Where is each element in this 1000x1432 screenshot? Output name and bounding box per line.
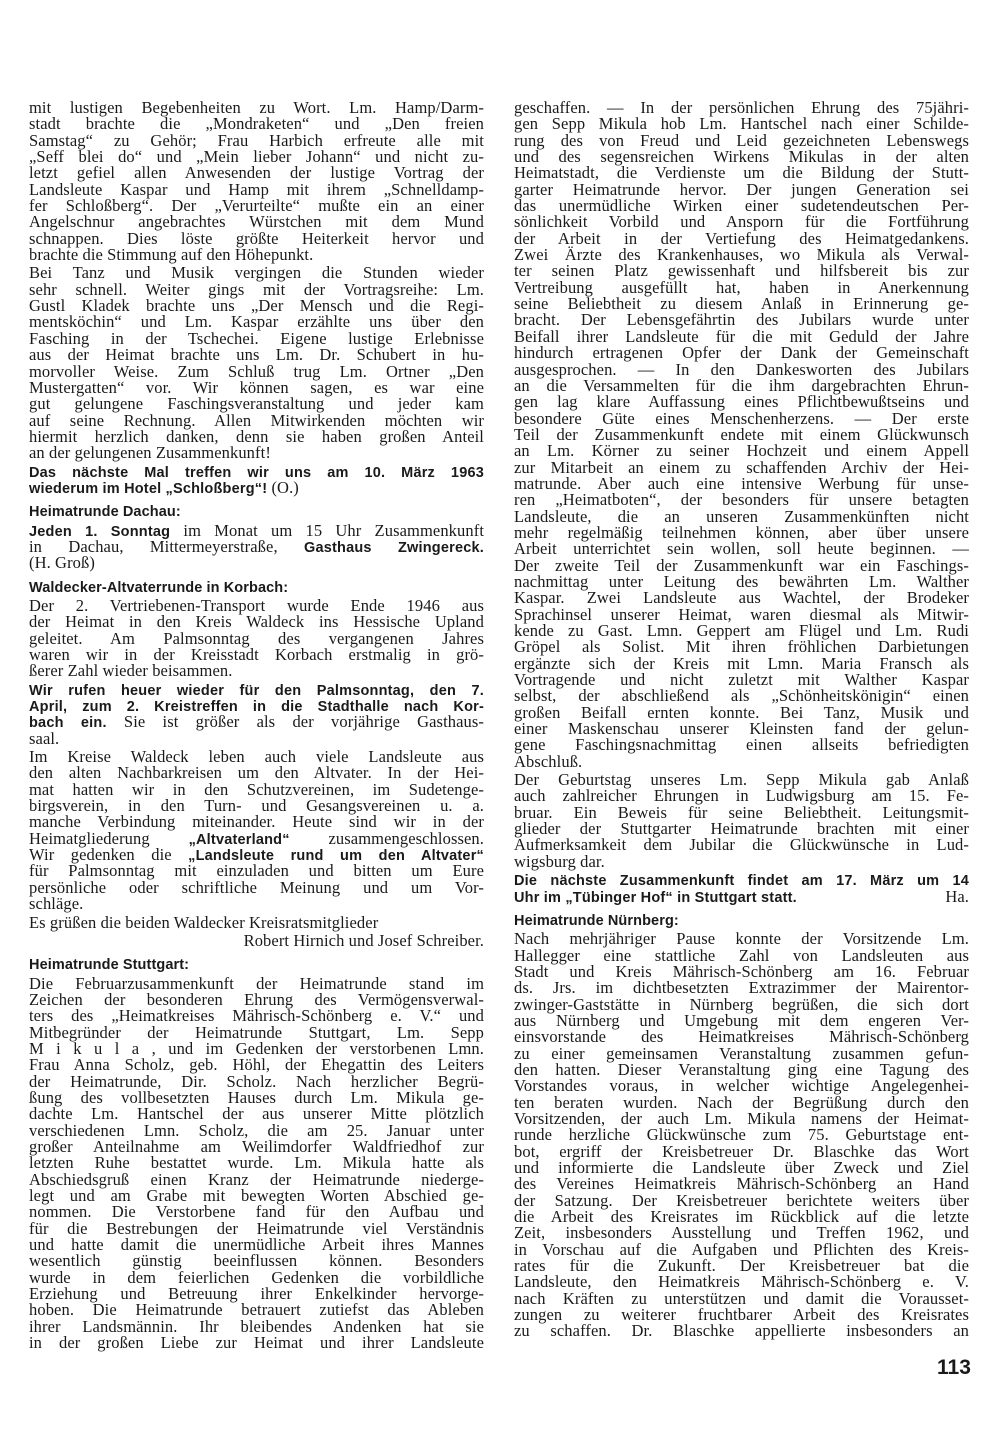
text-line: Vertreibung ausgefüllt hat, haben in Anerkennung [514, 277, 969, 297]
paragraph [29, 100, 484, 263]
text-line: Teil der Zusammenkunft endete mit einem Glückwunsch [514, 424, 969, 444]
text-line: einer Maskenschau unserer Kleinsten fand der gelun- [514, 719, 969, 739]
text-line: des Vereines Heimatkreis Mährisch-Schönberg an Hand [514, 1174, 969, 1194]
text-line: Waldecker-Altvaterrunde in Korbach: [29, 579, 289, 596]
text-line: nachmittag unter Leitung des bewährten Lm. Walther [514, 571, 969, 591]
text-line: Sprachinsel unserer Heimat, waren diesmal als Mitwir- [514, 604, 969, 624]
text-line: rates für die Zukunft. Der Kreisbetreuer bat die [514, 1256, 969, 1276]
text-line: verschiedenen Lmn. Scholz, die am 25. Januar unter [29, 1120, 484, 1140]
text-line: schläge. [29, 894, 84, 914]
text-line: hiermit herzlich danken, denn sie haben großen Anteil [29, 426, 484, 446]
text-line [29, 682, 484, 698]
text-line: an Lm. Körner zu seiner Hochzeit und einem Appell [514, 441, 969, 461]
section-heading [29, 504, 484, 520]
text-line: und informierte die Landsleute über Zweck und Ziel [514, 1158, 969, 1177]
text-line [29, 714, 484, 730]
text-line: die Arbeit des Kreisrates im Rückblick auf die letzte [514, 1207, 969, 1227]
text-line: gen Sepp Mikula hob Lm. Hantschel nach einer Schilde- [514, 114, 969, 134]
bold-text: bach ein. [29, 715, 107, 732]
text-line: den hatten. Dieser Veranstaltung ging eine Tagung des [514, 1059, 969, 1079]
text-line: an die Versammelten für die ihm dargebrachten Ehrun- [514, 375, 969, 395]
paragraph [29, 464, 484, 497]
text-line: Vorsitzenden, der auch Lm. Mikula namens der Heimat- [514, 1108, 969, 1128]
text-line: Abschiedsgruß einen Kranz der Heimatrunde niederge- [29, 1169, 484, 1189]
bold-text: Das nächste Mal treffen wir uns am 10. März 1963 [29, 464, 484, 481]
text-line: Arbeit unterrichtet sein wollen, soll heute beginnen. — [514, 539, 969, 559]
page-number: 113 [937, 1356, 971, 1379]
text-line: zur Mitarbeit an einem zu schaffenden Archiv der Hei- [514, 457, 969, 477]
bold-text: April, zum 2. Kreistreffen in die Stadthalle nach Kor- [29, 699, 484, 716]
text-line: schnappen. Dies löste größte Heiterkeit hervor und [29, 228, 484, 248]
text-line: garter Heimatrunde hervor. Der jungen Generation sei [514, 179, 969, 199]
text-line [514, 872, 969, 888]
text-line: „Seff blei do“ und „Mein lieber Johann“ und nicht zu- [29, 147, 484, 167]
text-segment: Heimatgliederung [29, 828, 189, 848]
bold-text: Jeden 1. Sonntag [29, 523, 171, 540]
text-line: ßerer Zahl wieder beisammen. [29, 661, 233, 681]
text-line: bruar. Ein Beweis für seine Beliebtheit. Leitungsmit- [514, 802, 969, 822]
paragraph [29, 973, 484, 1353]
bold-text: Die nächste Zusammenkunft findet am 17. März um 14 [514, 873, 969, 890]
bold-text: „Altvaterland“ [188, 831, 290, 848]
bold-text: „Landsleute rund um den Altvater“ [188, 848, 484, 865]
text-line: auf seine Rechnung. Allen Mitwirkenden möchten wir [29, 410, 484, 430]
text-line: gut gelungene Faschingsveranstaltung und jeder kam [29, 394, 484, 414]
text-line: ergänzte sich der Kreis mit Lmn. Maria Fransch als [514, 653, 969, 673]
text-line: brachte die Stimmung auf den Höhepunkt. [29, 245, 314, 265]
text-line: bot, ergriff der Kreisbetreuer Dr. Blaschke das Wort [514, 1141, 969, 1161]
text-line: Zwei Ärzte des Krankenhauses, wo Mikula als Verwal- [514, 245, 969, 265]
text-line: wurde in dem feierlichen Gedenken die vorbildliche [29, 1267, 484, 1287]
text-line: gene Faschingsnachmittag einen allseits befriedigten [514, 735, 969, 755]
text-line: Es grüßen die beiden Waldecker Kreisratsmitglieder [29, 912, 379, 932]
text-line: persönliche oder schriftliche Meinung und um Vor- [29, 877, 484, 897]
text-line: ten beraten wurden. Nach der Begrüßung durch den [514, 1092, 969, 1112]
text-line: saal. [29, 728, 60, 748]
paragraph [29, 265, 484, 461]
text-line [29, 536, 484, 556]
text-line: großen Beifall ernten konnte. Bei Tanz, Musik und [514, 702, 969, 722]
text-line: Der Geburtstag unseres Lm. Sepp Mikula gab Anlaß [514, 770, 969, 790]
text-line: Samstag“ zu Gehör; Frau Harbich erfreute alle mit [29, 130, 484, 150]
text-line: Fasching in der Tschechei. Eigene lustige Erlebnisse [29, 328, 484, 348]
text-line: und des segensreichen Wirkens Mikulas in der alten [514, 147, 969, 167]
signature [29, 930, 484, 950]
text-line: für die Bestrebungen der Heimatrunde viel Verständnis [29, 1218, 484, 1238]
text-line: Gröpel als Solist. Mit ihren fröhlichen Darbietungen [514, 637, 969, 657]
text-line: hoben. Die Heimatrunde betrauert zutiefst das Ableben [29, 1300, 484, 1320]
text-line: dachte Lm. Hantschel der aus unserer Mitte plötzlich [29, 1104, 484, 1124]
text-line: mit lustigen Begebenheiten zu Wort. Lm. Hamp/Darm- [29, 98, 484, 117]
text-line: Vorstandes voraus, in welcher wichtige Angelegenhei- [514, 1076, 969, 1096]
text-segment: (O.) [267, 477, 299, 497]
paragraph [29, 595, 484, 681]
text-line: Landsleute Kaspar und Hamp mit ihrem „Schnelldamp- [29, 179, 484, 199]
text-line: fer Schloßberg“. Der „Verurteilte“ mußte ein an einer [29, 196, 484, 216]
text-segment: Sie ist größer als der vorjährige Gasthaus- [106, 712, 484, 732]
text-line: in Vorschau auf die Aufgaben und Pflichten des Kreis- [514, 1239, 969, 1259]
text-segment: Wir gedenken die [29, 845, 189, 865]
text-line [514, 886, 969, 906]
paragraph [29, 520, 484, 573]
text-line: Mitbegründer der Heimatrunde Stuttgart, Lm. Sepp [29, 1022, 484, 1042]
section-heading [29, 580, 484, 596]
bold-text: wiederum im Hotel „Schloßberg“! [29, 480, 268, 497]
right-column [514, 100, 969, 1340]
text-line: (H. Groß) [29, 553, 95, 573]
paragraph [514, 100, 969, 770]
paragraph [29, 749, 484, 912]
text-line: nach Kräften zu unterstützen und damit die Vorausset- [514, 1288, 969, 1308]
text-line: Robert Hirnich und Josef Schreiber. [243, 930, 484, 950]
author-initials: Ha. [945, 886, 969, 906]
text-line: sönlichkeit Vorbild und Ansporn für die Fortführung [514, 212, 969, 232]
text-segment: in Dachau, Mittermeyerstraße, [29, 536, 304, 556]
text-line: für Palmsonntag mit einzuladen und bitten um Eure [29, 861, 484, 881]
text-line: hindurch ertragenen Opfer der Dank der Gemeinschaft [514, 343, 969, 363]
text-line: ter seinen Platz gewissenhaft und hilfsbereit bis zur [514, 261, 969, 281]
text-line: manche Verbindung miteinander. Heute sind wir in der [29, 812, 484, 832]
text-line: glieder der Stuttgarter Heimatrunde brachten mit einer [514, 819, 969, 839]
bold-text: Wir rufen heuer wieder für den Palmsonntag, den 7. [29, 682, 484, 699]
text-line: auch zahlreicher Ehrungen in Ludwigsburg am 15. Fe- [514, 786, 969, 806]
text-line [29, 464, 484, 480]
text-line: wigsburg dar. [514, 851, 605, 871]
text-line: großer Anteilnahme am Weilimdorfer Waldfriedhof zur [29, 1136, 484, 1156]
text-line: zungen zu weiterer fruchtbarer Arbeit des Kreisrates [514, 1305, 969, 1325]
paragraph [514, 872, 969, 905]
text-line: ausgesprochen. — In den Dankesworten des Jubilars [514, 359, 969, 379]
text-line: aus Nürnberg und Umgebung mit dem engeren Ver- [514, 1010, 969, 1030]
text-line: in der großen Liebe zur Heimat und ihrer Landsleute [29, 1333, 484, 1353]
text-line: ßung des vollbesetzten Hauses durch Lm. Mikula ge- [29, 1087, 484, 1107]
bold-text: Gasthaus Zwingereck. [303, 539, 484, 556]
text-line: Die Februarzusammenkunft der Heimatrunde stand im [29, 973, 484, 993]
text-line: selbst, der abschließend als „Schönheitskönigin“ einen [514, 686, 969, 706]
text-line: der Heimat in den Kreis Waldeck ins Hessische Upland [29, 612, 484, 632]
text-line: Stadt und Kreis Mährisch-Schönberg am 16. Februar [514, 961, 969, 981]
text-line: bracht. Der Lebensgefährtin des Jubilars wurde unter [514, 310, 969, 330]
text-line: der Satzung. Der Kreisbetreuer berichtete weiters über [514, 1190, 969, 1210]
text-line: Heimatrunde Nürnberg: [514, 912, 679, 929]
text-line: den alten Nachbarkreisen um den Altvater. In der Hei- [29, 763, 484, 783]
text-line: geleitet. Am Palmsonntag des vergangenen Jahres [29, 628, 484, 648]
text-line: Gustl Kladek brachte uns „Der Mensch und die Regi- [29, 296, 484, 316]
text-line: Hallegger eine stattliche Zahl von Landsleuten aus [514, 945, 969, 965]
text-line: waren wir in der Kreisstadt Korbach erstmalig in grö- [29, 645, 484, 664]
text-line: legt und am Grabe mit bewegten Worten Abschied ge- [29, 1186, 484, 1205]
paragraph [29, 682, 484, 747]
text-line: Landsleute, die an unseren Zusammenkünften nicht [514, 506, 969, 526]
text-line: Der zweite Teil der Zusammenkunft war ein Faschings- [514, 555, 969, 575]
text-line: geschaffen. — In der persönlichen Ehrung des 75jähri- [514, 98, 969, 117]
text-line: birgsverein, in den Turn- und Gesangsvereinen u. a. [29, 796, 484, 816]
text-line: morvoller Weise. Zum Schluß trug Lm. Ortner „Den [29, 361, 484, 381]
text-line: ren „Heimatboten“, der besonders für unsere betagten [514, 490, 969, 510]
text-line: Heimatrunde Stuttgart: [29, 957, 190, 974]
bold-text: Uhr im „Tübinger Hof“ in Stuttgart statt. [514, 889, 797, 906]
section-heading [29, 957, 484, 973]
text-line: der Arbeit in der Vertiefung des Heimatgedankens. [514, 228, 969, 248]
text-line: Im Kreise Waldeck leben auch viele Landsleute aus [29, 747, 484, 767]
text-line: ds. Jrs. im dichtbesetzten Extrazimmer der Mairentor- [514, 978, 969, 998]
text-line: stadt brachte die „Mondraketen“ und „Den freien [29, 114, 484, 134]
text-line: Zeit, insbesonders Ausstellung und Treffen 1962, und [514, 1223, 969, 1243]
text-line: Heimatrunde Dachau: [29, 504, 181, 521]
text-segment: im Monat um 15 Uhr Zusammenkunft [170, 520, 484, 540]
text-line: Nach mehrjähriger Pause konnte der Vorsitzende Lm. [514, 929, 969, 949]
text-line: besondere Güte eines Menschenherzens. — Der erste [514, 408, 969, 428]
text-line: Der 2. Vertriebenen-Transport wurde Ende 1946 aus [29, 595, 484, 615]
text-line: matrunde. Aber auch eine intensive Werbung für unse- [514, 473, 969, 493]
text-line: ihrer Landsmännin. Ihr bleibendes Andenken hat sie [29, 1316, 484, 1336]
text-line: Landsleute, den Heimatkreis Mährisch-Schönberg e. V. [514, 1272, 969, 1292]
text-line: einsvorstande des Heimatkreises Mährisch-Schönberg [514, 1027, 969, 1047]
text-line: Bei Tanz und Musik vergingen die Stunden wieder [29, 263, 484, 283]
text-segment: zusammengeschlossen. [289, 828, 485, 848]
text-line: der Heimatrunde, Dir. Scholz. Nach herzlicher Begrü- [29, 1071, 484, 1091]
text-line: zu schaffen. Dr. Blaschke appellierte insbesonders an [514, 1321, 969, 1341]
text-line: Abschluß. [514, 751, 583, 771]
paragraph [514, 931, 969, 1340]
text-line: Angelschnur angebrachtes Würstchen mit dem Mund [29, 212, 484, 232]
text-line: seine Beliebtheit zu diesem Anlaß in Erinnerung ge- [514, 294, 969, 314]
text-line: aus der Heimat brachte uns Lm. Dr. Schubert in hu- [29, 345, 484, 365]
text-line: M i k u l a , und im Gedenken der verstorbenen Lmn. [29, 1038, 484, 1058]
text-line: Heimatstadt, die Verdienste um die Bildung der Stutt- [514, 163, 969, 183]
text-line: zwinger-Gaststätte in Nürnberg begrüßen, die sich dort [514, 994, 969, 1014]
paragraph [514, 772, 969, 870]
text-line: an der gelungenen Zusammenkunft! [29, 443, 271, 463]
text-line: mat hatten wir in den Schutzvereinen, im Sudetenge- [29, 779, 484, 799]
text-line: rung des von Freud und Leid gezeichneten Lebenswegs [514, 130, 969, 150]
text-line: zu einer gemeinsamen Veranstaltung zusammen gefun- [514, 1043, 969, 1063]
paragraph [29, 912, 484, 932]
text-line [29, 477, 484, 497]
text-line: ters des „Heimatkreises Mährisch-Schönberg e. V.“ und [29, 1006, 484, 1026]
text-line: wesentlich günstig beeinflussen können. Besonders [29, 1251, 484, 1271]
text-line: runde herzliche Glückwünsche zum 75. Geburtstage ent- [514, 1125, 969, 1145]
text-line: Erziehung und Betreuung ihrer Enkelkinder hervorge- [29, 1284, 484, 1304]
text-line: Beifall ihrer Landsleute für die mit Geduld der Jahre [514, 326, 969, 346]
text-line: nommen. Die Verstorbene fand für den Aufbau und [29, 1202, 484, 1222]
text-line: Vortragende und nicht zuletzt mit Walther Kaspar [514, 670, 969, 690]
text-line: Mustergatten“ vor. Wir können sagen, es war eine [29, 377, 484, 397]
text-line: Kaspar. Zwei Landsleute aus Wachtel, der Brodeker [514, 588, 969, 608]
text-line: Frau Anna Scholz, geb. Höhl, der Ehegattin des Leiters [29, 1055, 484, 1075]
text-line: das unermüdliche Wirken einer sudetendeutschen Per- [514, 196, 969, 216]
text-line: Aufmerksamkeit dem Jubilar die Glückwünsche in Lud- [514, 835, 969, 855]
text-line: mentsköchin“ und Lm. Kaspar erzählte uns über den [29, 312, 484, 332]
text-line: gen lag klare Auffassung eines Pflichtbewußtseins und [514, 392, 969, 412]
left-column [29, 100, 484, 1351]
text-line: mehr regelmäßig teilnehmen können, aber über unsere [514, 522, 969, 542]
section-heading [514, 913, 969, 929]
text-line: sehr schnell. Weiter gings mit der Vortragsreihe: Lm. [29, 279, 484, 299]
text-line: kende zu Gast. Lmn. Geppert am Flügel und Lm. Rudi [514, 621, 969, 640]
text-line: Zeichen der besonderen Ehrung des Vermögensverwal- [29, 989, 484, 1009]
text-line: letzten Ruhe bestattet wurde. Lm. Mikula hatte als [29, 1153, 484, 1173]
text-line: und hatte damit die unermüdliche Arbeit ihres Mannes [29, 1235, 484, 1255]
text-line: letzt gefiel allen Anwesenden der lustige Vortrag der [29, 163, 484, 183]
